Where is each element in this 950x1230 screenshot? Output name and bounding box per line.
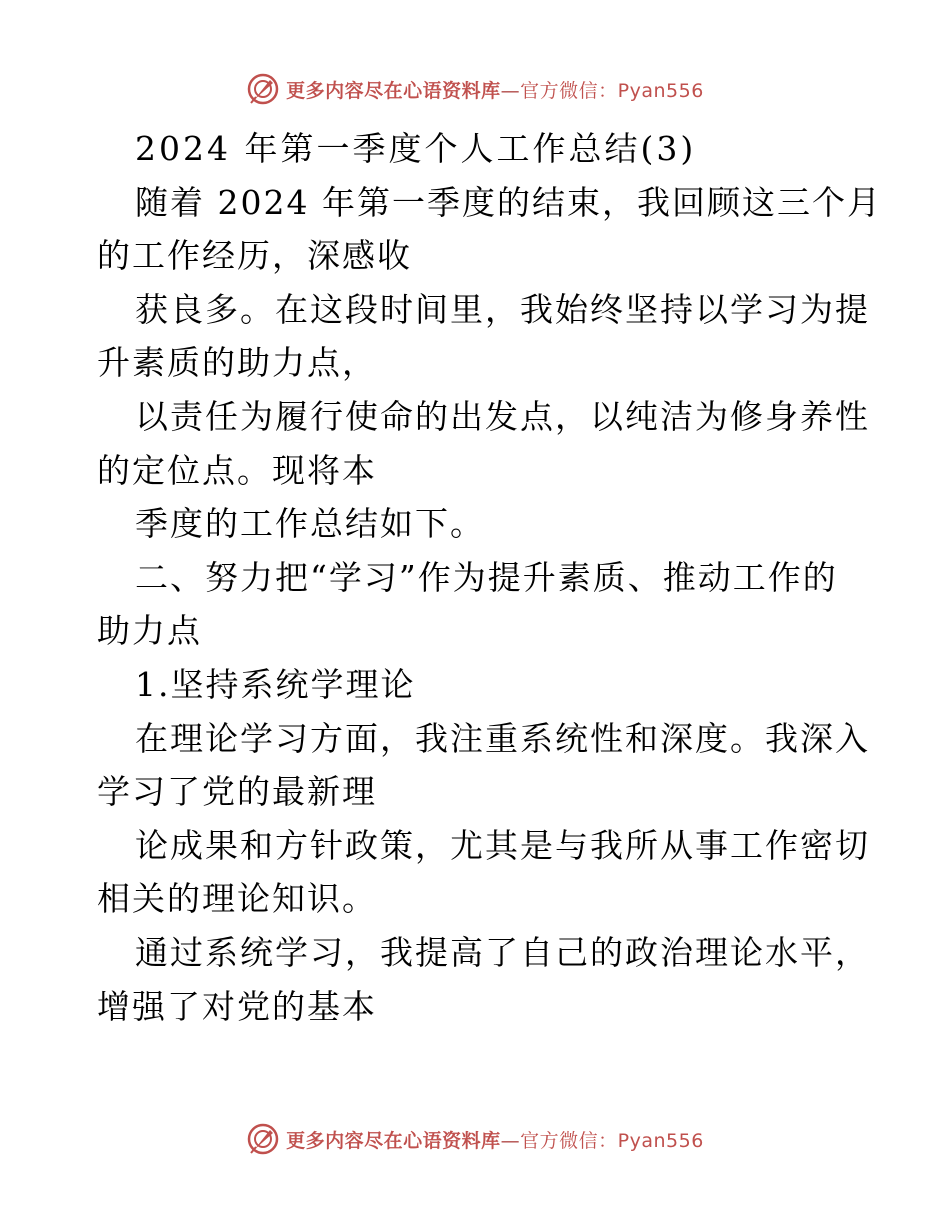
footer-watermark — [0, 1122, 950, 1156]
text-line: 的工作经历，深感收 — [97, 236, 412, 276]
text-line: 相关的理论知识。 — [97, 879, 377, 919]
text-line: 季度的工作总结如下。 — [135, 504, 485, 544]
text-line: 1.坚持系统学理论 — [135, 664, 416, 704]
text-line: 通过系统学习，我提高了自己的政治理论水平， — [135, 932, 870, 972]
text-line: 助力点 — [97, 611, 202, 651]
text-line: 的定位点。现将本 — [97, 450, 377, 490]
text-line: 二、努力把“学习”作为提升素质、推动工作的 — [135, 557, 838, 597]
document-title: 2024 年第一季度个人工作总结(3) — [135, 129, 697, 168]
header-contact: 官方微信：Pyan556 — [520, 79, 704, 102]
header-watermark-text — [286, 76, 704, 103]
text-line: 论成果和方针政策，尤其是与我所从事工作密切 — [135, 825, 870, 865]
quill-logo-icon — [246, 1122, 280, 1156]
footer-watermark-text — [286, 1126, 704, 1153]
header-site-name: 更多内容尽在心语资料库 — [286, 79, 501, 102]
header-separator: — — [500, 79, 521, 102]
text-line: 升素质的助力点， — [97, 343, 377, 383]
text-line: 以责任为履行使命的出发点，以纯洁为修身养性 — [135, 396, 870, 436]
header-watermark — [0, 72, 950, 106]
document-body — [97, 122, 882, 1033]
footer-site-name: 更多内容尽在心语资料库 — [286, 1129, 501, 1152]
text-line: 增强了对党的基本 — [97, 986, 377, 1026]
quill-logo-icon — [246, 72, 280, 106]
footer-separator: — — [500, 1129, 521, 1152]
text-line: 在理论学习方面，我注重系统性和深度。我深入 — [135, 718, 870, 758]
footer-contact: 官方微信：Pyan556 — [520, 1129, 704, 1152]
text-line: 学习了党的最新理 — [97, 772, 377, 812]
text-line: 随着 2024 年第一季度的结束，我回顾这三个月 — [135, 182, 882, 222]
text-line: 获良多。在这段时间里，我始终坚持以学习为提 — [135, 289, 870, 329]
